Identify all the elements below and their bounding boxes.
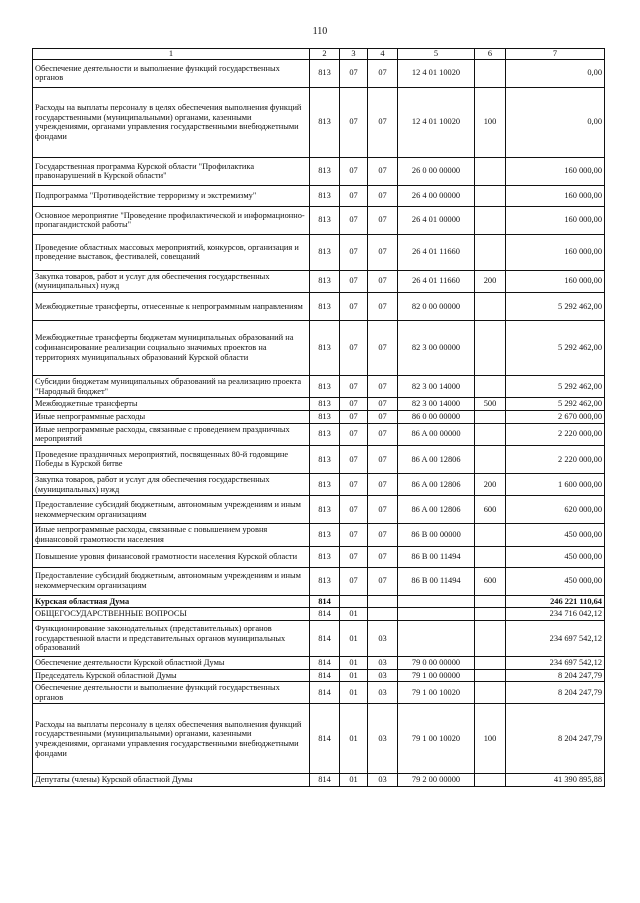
- table-row: [33, 292, 605, 320]
- row-rz: 07: [340, 445, 368, 473]
- row-gr: 813: [310, 567, 340, 595]
- row-name: Основное мероприятие "Проведение профилактической и информационно-пропагандистской работы": [33, 206, 310, 234]
- row-name: Межбюджетные трансферты бюджетам муниципальных образований на софинансирование реализации социально значимых проектов на территориях муниципальных образований Курской области: [33, 320, 310, 375]
- table-row: [33, 234, 605, 270]
- row-gr: 813: [310, 496, 340, 524]
- table-row: [33, 410, 605, 423]
- row-gr: 813: [310, 320, 340, 375]
- row-gr: 813: [310, 87, 340, 157]
- row-name: Проведение праздничных мероприятий, посвященных 80-й годовщине Победы в Курской битве: [33, 445, 310, 473]
- table-row: [33, 398, 605, 411]
- row-vr: 200: [475, 473, 506, 495]
- row-name: Межбюджетные трансферты, отнесенные к непрограммным направлениям: [33, 292, 310, 320]
- row-gr: 813: [310, 423, 340, 445]
- row-rz: 07: [340, 292, 368, 320]
- row-rz: 07: [340, 423, 368, 445]
- row-csr: [398, 595, 475, 608]
- row-gr: 813: [310, 157, 340, 185]
- row-csr: [398, 620, 475, 656]
- row-gr: 813: [310, 375, 340, 397]
- row-name: Проведение областных массовых мероприятий, конкурсов, организация и проведение выставок, фестивалей, совещаний: [33, 234, 310, 270]
- row-gr: 813: [310, 473, 340, 495]
- row-vr: [475, 620, 506, 656]
- row-name: Расходы на выплаты персоналу в целях обеспечения выполнения функций государственными (муниципальными) органами, казенными учреждениями, органами управления государственными внебюджетными фондами: [33, 704, 310, 774]
- header-col-4: 4: [368, 49, 398, 60]
- row-sum: 160 000,00: [506, 234, 605, 270]
- row-pr: 07: [368, 496, 398, 524]
- row-csr: 79 1 00 00000: [398, 669, 475, 682]
- row-pr: 07: [368, 206, 398, 234]
- row-sum: 160 000,00: [506, 185, 605, 206]
- row-gr: 814: [310, 682, 340, 704]
- row-pr: 07: [368, 270, 398, 292]
- row-pr: 07: [368, 185, 398, 206]
- row-name: Подпрограмма "Противодействие терроризму и экстремизму": [33, 185, 310, 206]
- header-col-7: 7: [506, 49, 605, 60]
- row-rz: [340, 595, 368, 608]
- row-rz: 07: [340, 206, 368, 234]
- row-csr: 26 4 01 11660: [398, 270, 475, 292]
- row-sum: 620 000,00: [506, 496, 605, 524]
- row-sum: 160 000,00: [506, 270, 605, 292]
- row-rz: 01: [340, 656, 368, 669]
- row-sum: 8 204 247,79: [506, 669, 605, 682]
- row-sum: 450 000,00: [506, 546, 605, 567]
- row-vr: [475, 595, 506, 608]
- row-rz: 01: [340, 608, 368, 621]
- row-vr: [475, 546, 506, 567]
- row-csr: 82 3 00 14000: [398, 375, 475, 397]
- row-sum: 234 697 542,12: [506, 656, 605, 669]
- row-name: Закупка товаров, работ и услуг для обеспечения государственных (муниципальных) нужд: [33, 473, 310, 495]
- row-name: Обеспечение деятельности и выполнение функций государственных органов: [33, 682, 310, 704]
- row-csr: 79 1 00 10020: [398, 682, 475, 704]
- row-name: Предоставление субсидий бюджетным, автономным учреждениям и иным некоммерческим организациям: [33, 567, 310, 595]
- row-rz: 07: [340, 87, 368, 157]
- row-csr: 86 B 00 11494: [398, 567, 475, 595]
- row-vr: [475, 292, 506, 320]
- row-pr: 07: [368, 567, 398, 595]
- row-pr: 03: [368, 669, 398, 682]
- row-vr: [475, 375, 506, 397]
- row-csr: 82 3 00 14000: [398, 398, 475, 411]
- row-pr: 07: [368, 292, 398, 320]
- row-gr: 814: [310, 669, 340, 682]
- row-sum: 5 292 462,00: [506, 398, 605, 411]
- row-gr: 813: [310, 234, 340, 270]
- row-pr: 07: [368, 59, 398, 87]
- row-pr: [368, 595, 398, 608]
- row-csr: 12 4 01 10020: [398, 87, 475, 157]
- row-sum: 234 697 542,12: [506, 620, 605, 656]
- row-csr: 79 2 00 00000: [398, 774, 475, 787]
- row-csr: 86 0 00 00000: [398, 410, 475, 423]
- row-gr: 814: [310, 620, 340, 656]
- row-rz: 07: [340, 234, 368, 270]
- row-csr: 79 1 00 10020: [398, 704, 475, 774]
- row-pr: 03: [368, 682, 398, 704]
- row-name: Иные непрограммные расходы: [33, 410, 310, 423]
- row-name: Функционирование законодательных (представительных) органов государственной власти и представительных органов муниципальных образований: [33, 620, 310, 656]
- row-vr: 500: [475, 398, 506, 411]
- row-pr: 07: [368, 398, 398, 411]
- row-vr: [475, 320, 506, 375]
- row-gr: 813: [310, 59, 340, 87]
- budget-table: [32, 48, 605, 787]
- table-row: [33, 608, 605, 621]
- row-vr: [475, 774, 506, 787]
- table-row: [33, 185, 605, 206]
- row-name: Иные непрограммные расходы, связанные с повышением уровня финансовой грамотности населения: [33, 524, 310, 546]
- row-vr: 600: [475, 496, 506, 524]
- table-row: [33, 656, 605, 669]
- row-name: Иные непрограммные расходы, связанные с проведением праздничных мероприятий: [33, 423, 310, 445]
- row-rz: 07: [340, 320, 368, 375]
- row-gr: 813: [310, 185, 340, 206]
- table-row: [33, 473, 605, 495]
- row-csr: 26 4 01 11660: [398, 234, 475, 270]
- row-rz: 07: [340, 157, 368, 185]
- row-sum: 8 204 247,79: [506, 704, 605, 774]
- row-name: Повышение уровня финансовой грамотности населения Курской области: [33, 546, 310, 567]
- row-pr: [368, 608, 398, 621]
- table-row: [33, 59, 605, 87]
- row-pr: 07: [368, 234, 398, 270]
- row-rz: 07: [340, 524, 368, 546]
- row-sum: 1 600 000,00: [506, 473, 605, 495]
- row-gr: 814: [310, 608, 340, 621]
- table-row: [33, 445, 605, 473]
- row-pr: 03: [368, 656, 398, 669]
- row-sum: 0,00: [506, 59, 605, 87]
- row-name: Государственная программа Курской области "Профилактика правонарушений в Курской области": [33, 157, 310, 185]
- table-row: [33, 774, 605, 787]
- row-sum: 450 000,00: [506, 567, 605, 595]
- row-sum: 160 000,00: [506, 206, 605, 234]
- row-gr: 813: [310, 445, 340, 473]
- row-sum: 5 292 462,00: [506, 320, 605, 375]
- row-vr: [475, 185, 506, 206]
- table-row: [33, 669, 605, 682]
- header-col-2: 2: [310, 49, 340, 60]
- row-gr: 813: [310, 524, 340, 546]
- row-vr: [475, 410, 506, 423]
- row-gr: 813: [310, 206, 340, 234]
- table-row: [33, 320, 605, 375]
- row-vr: 100: [475, 704, 506, 774]
- row-pr: 03: [368, 620, 398, 656]
- row-rz: 07: [340, 496, 368, 524]
- row-rz: 07: [340, 473, 368, 495]
- row-vr: [475, 682, 506, 704]
- table-row: [33, 496, 605, 524]
- header-col-6: 6: [475, 49, 506, 60]
- row-csr: 26 4 01 00000: [398, 206, 475, 234]
- row-name: Расходы на выплаты персоналу в целях обеспечения выполнения функций государственными (муниципальными) органами, казенными учреждениями, органами управления государственными внебюджетными фондами: [33, 87, 310, 157]
- row-rz: 07: [340, 546, 368, 567]
- header-col-5: 5: [398, 49, 475, 60]
- row-csr: 86 B 00 00000: [398, 524, 475, 546]
- table-row: [33, 595, 605, 608]
- row-csr: 86 A 00 12806: [398, 496, 475, 524]
- row-rz: 07: [340, 59, 368, 87]
- row-name: Депутаты (члены) Курской областной Думы: [33, 774, 310, 787]
- row-csr: 82 0 00 00000: [398, 292, 475, 320]
- row-rz: 01: [340, 682, 368, 704]
- row-gr: 814: [310, 595, 340, 608]
- row-sum: 160 000,00: [506, 157, 605, 185]
- table-row: [33, 567, 605, 595]
- row-name: Курская областная Дума: [33, 595, 310, 608]
- row-name: Закупка товаров, работ и услуг для обеспечения государственных (муниципальных) нужд: [33, 270, 310, 292]
- row-vr: [475, 59, 506, 87]
- row-vr: [475, 656, 506, 669]
- row-vr: [475, 669, 506, 682]
- row-vr: [475, 608, 506, 621]
- row-rz: 01: [340, 620, 368, 656]
- row-rz: 07: [340, 185, 368, 206]
- row-sum: 41 390 895,88: [506, 774, 605, 787]
- row-pr: 03: [368, 704, 398, 774]
- row-vr: [475, 524, 506, 546]
- row-rz: 07: [340, 270, 368, 292]
- row-sum: 8 204 247,79: [506, 682, 605, 704]
- row-pr: 07: [368, 87, 398, 157]
- row-name: Субсидии бюджетам муниципальных образований на реализацию проекта "Народный бюджет": [33, 375, 310, 397]
- row-pr: 07: [368, 375, 398, 397]
- row-name: Межбюджетные трансферты: [33, 398, 310, 411]
- row-rz: 01: [340, 774, 368, 787]
- row-gr: 813: [310, 410, 340, 423]
- row-vr: [475, 445, 506, 473]
- row-pr: 07: [368, 423, 398, 445]
- row-pr: 07: [368, 473, 398, 495]
- row-gr: 814: [310, 704, 340, 774]
- row-name: Председатель Курской областной Думы: [33, 669, 310, 682]
- row-sum: 2 220 000,00: [506, 445, 605, 473]
- row-rz: 01: [340, 704, 368, 774]
- table-row: [33, 206, 605, 234]
- row-rz: 07: [340, 567, 368, 595]
- row-csr: 86 A 00 12806: [398, 445, 475, 473]
- row-pr: 07: [368, 157, 398, 185]
- table-row: [33, 682, 605, 704]
- table-row: [33, 157, 605, 185]
- row-name: ОБЩЕГОСУДАРСТВЕННЫЕ ВОПРОСЫ: [33, 608, 310, 621]
- row-csr: 82 3 00 00000: [398, 320, 475, 375]
- table-row: [33, 87, 605, 157]
- row-sum: 450 000,00: [506, 524, 605, 546]
- row-csr: 26 0 00 00000: [398, 157, 475, 185]
- table-row: [33, 270, 605, 292]
- row-vr: [475, 157, 506, 185]
- page-number: 110: [312, 26, 328, 37]
- row-csr: 86 A 00 00000: [398, 423, 475, 445]
- row-gr: 813: [310, 546, 340, 567]
- row-gr: 814: [310, 656, 340, 669]
- row-sum: 0,00: [506, 87, 605, 157]
- row-name: Обеспечение деятельности и выполнение функций государственных органов: [33, 59, 310, 87]
- row-pr: 07: [368, 546, 398, 567]
- row-gr: 814: [310, 774, 340, 787]
- row-csr: 79 0 00 00000: [398, 656, 475, 669]
- row-csr: [398, 608, 475, 621]
- table-row: [33, 620, 605, 656]
- row-gr: 813: [310, 398, 340, 411]
- header-col-3: 3: [340, 49, 368, 60]
- row-sum: 246 221 110,64: [506, 595, 605, 608]
- row-csr: 86 B 00 11494: [398, 546, 475, 567]
- row-pr: 07: [368, 445, 398, 473]
- row-vr: 600: [475, 567, 506, 595]
- row-name: Предоставление субсидий бюджетным, автономным учреждениям и иным некоммерческим организациям: [33, 496, 310, 524]
- row-name: Обеспечение деятельности Курской областной Думы: [33, 656, 310, 669]
- row-sum: 5 292 462,00: [506, 292, 605, 320]
- row-vr: 200: [475, 270, 506, 292]
- table-row: [33, 524, 605, 546]
- row-vr: [475, 234, 506, 270]
- row-sum: 2 670 000,00: [506, 410, 605, 423]
- row-gr: 813: [310, 270, 340, 292]
- row-gr: 813: [310, 292, 340, 320]
- row-csr: 12 4 01 10020: [398, 59, 475, 87]
- row-pr: 03: [368, 774, 398, 787]
- row-pr: 07: [368, 410, 398, 423]
- row-pr: 07: [368, 524, 398, 546]
- row-sum: 5 292 462,00: [506, 375, 605, 397]
- row-rz: 07: [340, 398, 368, 411]
- row-rz: 01: [340, 669, 368, 682]
- row-sum: 234 716 042,12: [506, 608, 605, 621]
- row-sum: 2 220 000,00: [506, 423, 605, 445]
- row-vr: [475, 206, 506, 234]
- table-row: [33, 375, 605, 397]
- row-rz: 07: [340, 375, 368, 397]
- row-rz: 07: [340, 410, 368, 423]
- row-csr: 26 4 00 00000: [398, 185, 475, 206]
- table-row: [33, 546, 605, 567]
- row-csr: 86 A 00 12806: [398, 473, 475, 495]
- table-row: [33, 704, 605, 774]
- row-pr: 07: [368, 320, 398, 375]
- header-row: [33, 49, 605, 60]
- table-row: [33, 423, 605, 445]
- header-col-1: 1: [33, 49, 310, 60]
- row-vr: [475, 423, 506, 445]
- row-vr: 100: [475, 87, 506, 157]
